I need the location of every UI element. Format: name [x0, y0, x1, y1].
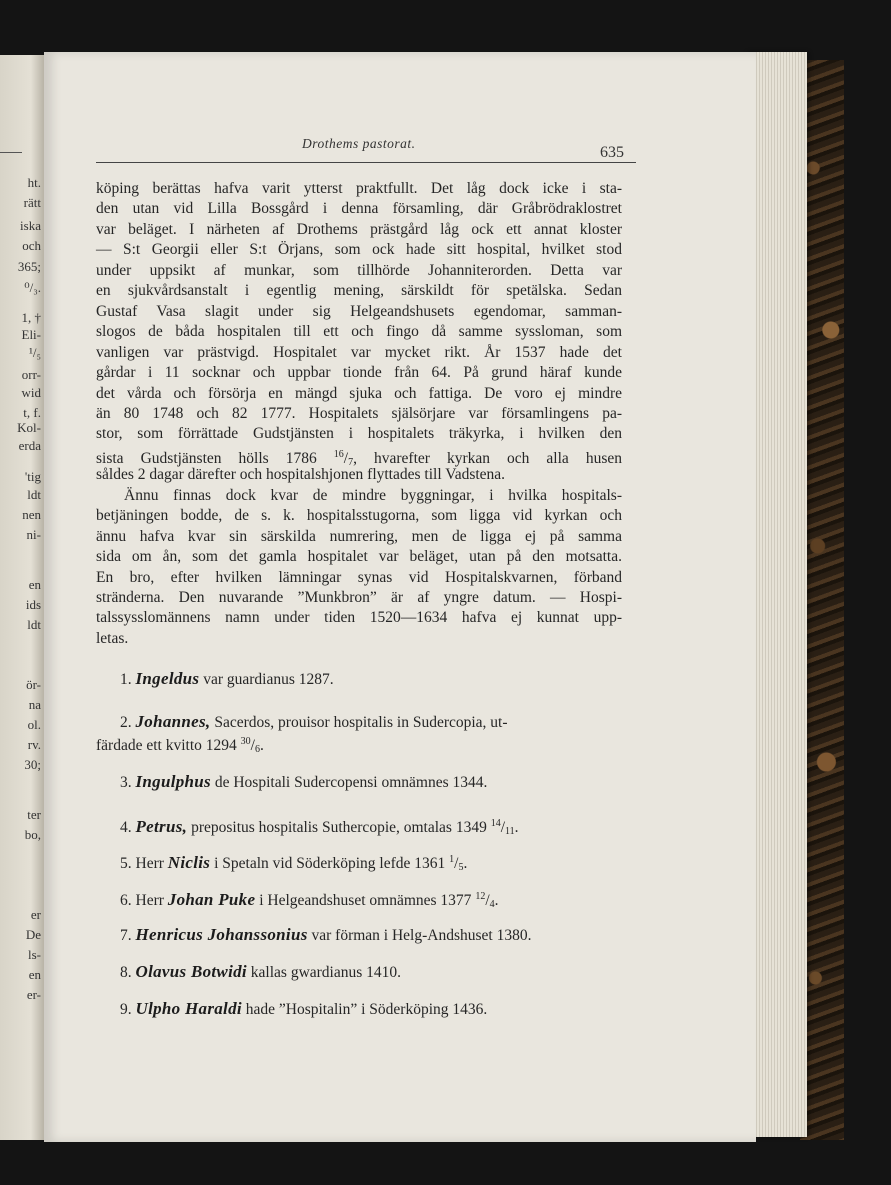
- list-item-text: var förman i Helg-Andshuset 1380.: [307, 927, 532, 944]
- list-item-text: hade ”Hospitalin” i Söderköping 1436.: [241, 1001, 488, 1018]
- left-page-fragment: ht.: [27, 175, 41, 190]
- text-line: den utan vid Lilla Bossgård i denna församling, där Gråbrödraklostret: [96, 200, 622, 218]
- left-page-fragment: bo,: [24, 827, 41, 842]
- left-page-fragment: De: [25, 927, 41, 942]
- list-item: [120, 962, 401, 983]
- left-page-fragment: 1, †: [21, 310, 41, 325]
- list-item-prefix: Herr: [135, 855, 168, 872]
- list-item-number: 6.: [120, 892, 136, 909]
- left-page-fragment: ids: [25, 597, 41, 612]
- left-page-fragment: Eli-: [21, 327, 41, 342]
- text-line: såldes 2 dagar därefter och hospitalshjonen flyttades till Vadstena.: [96, 466, 506, 484]
- text-line: stor, som förrättade Gudstjänsten i hospitalets träkyrka, i hvilken den: [96, 425, 622, 443]
- list-item-text: Sacerdos, prouisor hospitalis in Sudercopia, ut-: [210, 714, 508, 731]
- text-line: letas.: [96, 629, 129, 647]
- running-head: Drothems pastorat.: [302, 136, 416, 151]
- list-item-number: 9.: [120, 1001, 136, 1018]
- left-page-fragment: 365;: [17, 259, 41, 274]
- left-page-fragment: ni-: [26, 527, 41, 542]
- left-page-fragment: nen: [22, 507, 41, 522]
- text-line: talssysslomännens namn under tiden 1520—1634 hafva ej kunnat upp-: [96, 609, 622, 627]
- list-item-text: färdade ett kvitto 1294: [96, 737, 237, 754]
- list-item-number: 2.: [120, 714, 136, 731]
- person-name: Niclis: [167, 853, 211, 872]
- left-page-fragment: ter: [27, 807, 41, 822]
- previous-page-edge: [0, 55, 44, 1140]
- text-run: sista Gudstjänsten hölls 1786: [96, 449, 317, 467]
- left-page-fragment: ldt: [27, 617, 41, 632]
- text-run: , hvarefter kyrkan och alla husen: [353, 449, 622, 467]
- list-item-number: 1.: [120, 671, 136, 688]
- person-name: Ulpho Haraldi: [135, 999, 242, 1018]
- left-page-fragment: t, f.: [23, 405, 41, 420]
- list-item-number: 8.: [120, 964, 136, 981]
- left-page-fragment: 30;: [24, 757, 41, 772]
- person-name: Johan Puke: [167, 890, 256, 909]
- left-page-fragment: och: [22, 238, 41, 253]
- list-item: [120, 669, 334, 690]
- list-item-number: 7.: [120, 927, 136, 944]
- list-item-text: i Spetaln vid Söderköping lefde 1361: [210, 855, 446, 872]
- header-rule: [96, 162, 636, 163]
- text-line: var beläget. I närheten af Drothems prästgård låg ock ett annat kloster: [96, 220, 622, 238]
- left-page-fragment: ls-: [28, 947, 41, 962]
- left-page-fragment: en: [28, 577, 41, 592]
- left-page-fragment: er-: [26, 987, 41, 1002]
- date-fraction: $^{16}/_7$: [333, 448, 354, 468]
- left-page-fragment: na: [28, 697, 41, 712]
- text-line: betjäningen bodde, de s. k. hospitalsstugorna, som ligga vid kyrkan och: [96, 507, 622, 525]
- date-fraction: $^{30}/_6$.: [240, 736, 264, 755]
- page-number: 635: [600, 144, 624, 161]
- text-line: — S:t Georgii eller S:t Örjans, som ock hade sitt hospital, hvilket stod: [96, 241, 622, 259]
- left-page-fragment: er: [30, 907, 41, 922]
- list-item-prefix: Herr: [135, 892, 168, 909]
- person-name: Olavus Botwidi: [135, 962, 247, 981]
- left-page-fragment: ol.: [27, 717, 41, 732]
- text-line: Ännu finnas dock kvar de mindre byggningar, i hvilka hospitals-: [124, 486, 622, 504]
- list-item-number: 4.: [120, 819, 136, 836]
- list-item-text: var guardianus 1287.: [199, 671, 334, 688]
- text-line: det vårda och försörja en mängd sjuka och fattiga. De voro ej mindre: [96, 384, 622, 402]
- person-name: Petrus,: [135, 817, 188, 836]
- left-page-fragment: ör-: [26, 677, 41, 692]
- left-page-fragment: 'tig: [24, 469, 41, 484]
- list-item: [120, 999, 487, 1020]
- left-page-fragment: wid: [21, 385, 41, 400]
- left-page-fragment: ⁰/₃.: [24, 280, 41, 295]
- text-line: köping berättas hafva varit ytterst praktfullt. Det låg dock icke i sta-: [96, 180, 622, 197]
- text-line: stränderna. Den nuvarande ”Munkbron” är af yngre datum. — Hospi-: [96, 589, 622, 606]
- text-line: ännu hafva kvar sin särskilda numrering, men de ligga ej på samma: [96, 527, 622, 545]
- left-page-fragment: erda: [18, 438, 41, 453]
- text-line: gårdar i 11 socknar och uppbar tionde från 64. På grund häraf kunde: [96, 364, 622, 382]
- person-name: Henricus Johanssonius: [135, 925, 308, 944]
- date-fraction: $^{12}/_4$.: [475, 891, 499, 910]
- list-item-text: kallas gwardianus 1410.: [246, 964, 402, 981]
- left-page-fragment: ¹/₅: [28, 345, 41, 360]
- left-page-fragment: iska: [20, 218, 41, 233]
- list-item-number: 5.: [120, 855, 136, 872]
- text-line: en sjukvårdsanstalt i egentlig mening, särskildt för spetälska. Sedan: [96, 282, 622, 300]
- list-item: [120, 712, 508, 733]
- left-page-fragment: rätt: [23, 195, 41, 210]
- person-name: Ingeldus: [135, 669, 200, 688]
- list-item-text: i Helgeandshuset omnämnes 1377: [255, 892, 472, 909]
- text-line: sida om ån, som det gamla hospitalet var beläget, utan på den motsatta.: [96, 548, 622, 566]
- left-page-fragment: en: [28, 967, 41, 982]
- list-item: [120, 772, 487, 793]
- left-page-rule: [0, 152, 22, 153]
- left-page-fragment: ldt: [27, 487, 41, 502]
- list-item-continuation: [96, 732, 264, 760]
- date-fraction: $^{14}/_{11}$.: [490, 818, 519, 837]
- text-line: En bro, efter hvilken lämningar synas vid Hospitalskvarnen, förband: [96, 568, 622, 586]
- text-line: under uppsikt af munkar, som tillhörde Johanniterorden. Detta var: [96, 261, 622, 279]
- text-line: vanligen var prästvigd. Hospitalet var mycket rikt. År 1537 hade det: [96, 343, 622, 361]
- text-line: slogos de båda hospitalen till ett och fingo då samme syssloman, som: [96, 323, 622, 341]
- list-item-number: 3.: [120, 774, 136, 791]
- list-item: [120, 850, 467, 878]
- list-item-text: de Hospitali Sudercopensi omnämnes 1344.: [210, 774, 488, 791]
- list-item: [120, 925, 531, 946]
- date-fraction: $^1/_5$.: [449, 854, 468, 873]
- book-page: [44, 52, 756, 1142]
- left-page-fragment: Kol-: [17, 420, 41, 435]
- person-name: Johannes,: [135, 712, 211, 731]
- list-item: [120, 887, 499, 915]
- list-item-text: prepositus hospitalis Suthercopie, omtalas 1349: [187, 819, 487, 836]
- left-page-fragment: orr-: [21, 367, 41, 382]
- person-name: Ingulphus: [135, 772, 211, 791]
- list-item: [120, 814, 519, 842]
- text-line: Gustaf Vasa slagit under sig Helgeandshusets egendomar, samman-: [96, 302, 622, 320]
- text-line: än 80 1748 och 82 1777. Hospitalets själsörjare var församlingens pa-: [96, 404, 622, 422]
- left-page-fragment: rv.: [27, 737, 41, 752]
